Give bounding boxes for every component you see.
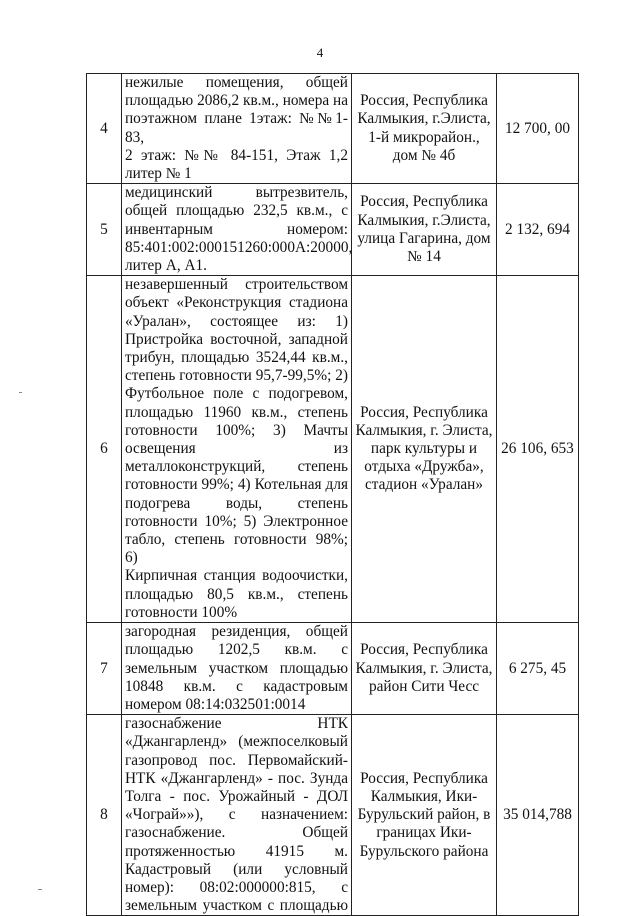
table-row [87,715,579,916]
description-line: «Чограй»»), с назначением: [125,806,348,824]
row-number: 5 [87,184,122,276]
property-address: Россия, Республика Калмыкия, г. Элиста, парк культуры и отдыха «Дружба», стадион «Уралан» [352,276,497,623]
description-line: площадью 11960 кв.м., степень [125,403,348,421]
property-value: 2 132, 694 [497,184,579,276]
description-line: 2 этаж: №№ 84-151, Этаж 1,2 [125,146,348,164]
property-value: 26 106, 653 [497,276,579,623]
description-line: готовности 99%; 4) Котельная для [125,476,348,494]
description-line: освещения из [125,440,348,458]
property-description [122,715,352,916]
description-line: металлоконструкций, степень [125,458,348,476]
property-value: 35 014,788 [497,715,579,916]
description-line: инвентарным номером: [125,220,348,238]
description-line: Кирпичная станция водоочистки, [125,567,348,585]
description-line: поэтажном плане 1этаж: №№1-83, [125,110,348,146]
description-line: земельным участком площадью [125,659,348,677]
scan-mark [19,392,22,393]
table-row [87,184,579,276]
table-row [87,74,579,184]
description-line: медицинский вытрезвитель, [125,184,348,202]
description-line: незавершенный строительством [125,276,348,294]
table-row [87,276,579,623]
description-line: готовности 10%; 5) Электронное [125,512,348,530]
property-table [86,73,579,916]
description-line: литер А, А1. [125,257,207,275]
property-address: Россия, Республика Калмыкия, г.Элиста, улица Гагарина, дом № 14 [352,184,497,276]
description-line: «Джангарленд» (межпоселковый [125,733,348,751]
description-line: земельным участком с площадью [125,897,348,915]
row-number: 6 [87,276,122,623]
page-number: 4 [316,45,324,60]
description-line: площадью 80,5 кв.м., степень [125,585,348,603]
description-line: 10848 кв.м. с кадастровым [125,677,348,695]
description-line: номер): 08:02:000000:815, с [125,878,348,896]
property-description [122,184,352,276]
description-line: площадью 2086,2 кв.м., номера на [125,92,348,110]
description-line: степень готовности 95,7-99,5%; 2) [125,367,348,385]
description-line: готовности 100%; 3) Мачты [125,421,348,439]
property-address: Россия, Республика Калмыкия, г. Элиста, район Сити Чесс [352,623,497,715]
property-description [122,623,352,715]
description-line: Кадастровый (или условный [125,860,348,878]
description-line: загородная резиденция, общей [125,623,348,641]
description-line: площадью 1202,5 кв.м. с [125,641,348,659]
scan-mark [38,889,42,890]
description-line: газоснабжение НТК [125,715,348,733]
description-line: Пристройка восточной, западной [125,330,348,348]
description-line: 85:401:002:000151260:000А:20000, [125,238,353,256]
property-address: Россия, Республика Калмыкия, г.Элиста, 1-й микрорайон., дом № 4б [352,74,497,184]
description-line: литер № 1 [125,165,192,183]
table-row [87,623,579,715]
property-description [122,276,352,623]
description-line: «Уралан», состоящее из: 1) [125,312,348,330]
row-number: 7 [87,623,122,715]
description-line: готовности 100% [125,603,238,621]
description-line: газоснабжение. Общей [125,824,348,842]
property-description [122,74,352,184]
description-line: газопровод пос. Первомайский- [125,751,348,769]
description-line: трибун, площадью 3524,44 кв.м., [125,349,348,367]
row-number: 8 [87,715,122,916]
row-number: 4 [87,74,122,184]
description-line: НТК «Джангарленд» - пос. Зунда [125,769,348,787]
description-line: объект «Реконструкция стадиона [125,294,348,312]
property-value: 12 700, 00 [497,74,579,184]
description-line: подогрева воды, степень [125,494,348,512]
description-line: протяженностью 41915 м. [125,842,348,860]
property-value: 6 275, 45 [497,623,579,715]
description-line: номером 08:14:032501:0014 [125,695,306,713]
property-address: Россия, Республика Калмыкия, Ики-Бурульский район, в границах Ики-Бурульского района [352,715,497,916]
description-line: Футбольное поле с подогревом, [125,385,348,403]
description-line: общей площадью 232,5 кв.м., с [125,202,348,220]
description-line: табло, степень готовности 98%; 6) [125,531,348,567]
description-line: нежилые помещения, общей [125,74,348,91]
description-line: Толга - пос. Урожайный - ДОЛ [125,787,348,805]
